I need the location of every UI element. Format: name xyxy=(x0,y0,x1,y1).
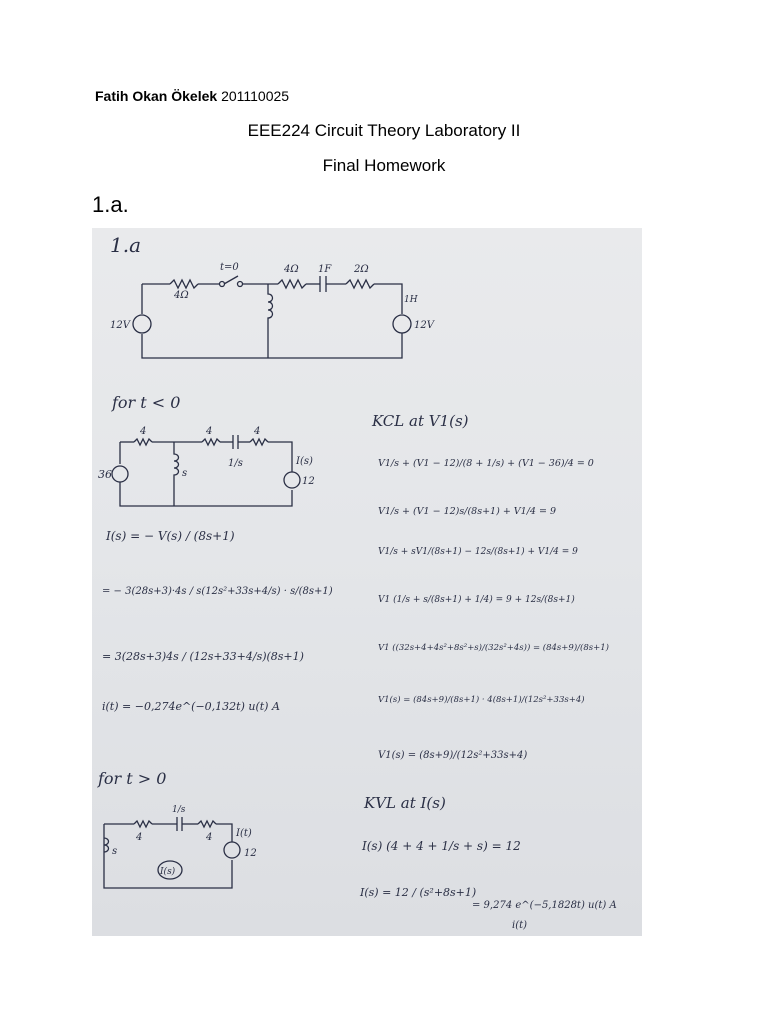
student-number: 201110025 xyxy=(221,88,290,104)
current-line-3: = 3(28s+3)4s / (12s+33+4/s)(8s+1) xyxy=(102,650,304,663)
author-mid: Okan xyxy=(132,88,168,104)
author-line xyxy=(95,88,289,104)
resistor-symbol xyxy=(170,280,198,288)
kcl-line-1: V1/s + (V1 − 12)/(8 + 1/s) + (V1 − 36)/4 = 0 xyxy=(378,458,594,469)
kcl-line-2: V1/s + (V1 − 12)s/(8s+1) + V1/4 = 9 xyxy=(378,506,556,517)
circuit-3 xyxy=(104,805,257,888)
src-36-label: 36 xyxy=(98,468,112,481)
current-line-1: I(s) = − V(s) / (8s+1) xyxy=(106,529,235,543)
resistor-symbol xyxy=(198,821,216,827)
c3-loop-label: I(s) xyxy=(160,867,176,877)
kcl-line-4: V1 (1/s + s/(8s+1) + 1/4) = 9 + 12s/(8s+1) xyxy=(378,595,575,605)
course-title: EEE224 Circuit Theory Laboratory II xyxy=(247,121,521,140)
resistor-symbol xyxy=(346,280,374,288)
cap-label: 1F xyxy=(318,264,332,275)
current-derivation xyxy=(102,529,333,713)
voltage-source-symbol xyxy=(393,315,411,333)
c3-r-label: 4 xyxy=(136,832,143,843)
final-rhs: = 9,274 e^(−5,1828t) u(t) A xyxy=(472,900,617,911)
inductor-symbol xyxy=(268,284,273,358)
switch-label: t=0 xyxy=(220,262,239,273)
current-source-symbol xyxy=(112,466,128,482)
kcl-line-3: V1/s + sV1/(8s+1) − 12s/(8s+1) + V1/4 = 9 xyxy=(378,547,578,557)
case-1-heading: for t < 0 xyxy=(112,393,181,412)
kvl-title: KVL at I(s) xyxy=(364,794,446,812)
i-s-label: I(s) xyxy=(296,456,313,467)
circuit-2 xyxy=(98,426,315,506)
c3-r2-label: 4 xyxy=(206,832,213,843)
r1-label: 4Ω xyxy=(174,290,189,301)
author-first: Fatih xyxy=(95,88,129,104)
circuit-1 xyxy=(110,262,436,358)
c3-ind-label: s xyxy=(112,846,118,857)
r-4c-label: 4 xyxy=(254,426,261,437)
kcl-line-6: V1(s) = (84s+9)/(8s+1) · 4(8s+1)/(12s²+33s+4) xyxy=(378,695,585,705)
c3-cap-label: 1/s xyxy=(172,805,186,815)
cap-1s-label: 1/s xyxy=(228,458,243,469)
capacitor-symbol xyxy=(233,435,238,449)
r-top-label: 4Ω xyxy=(284,264,299,275)
voltage-source-symbol xyxy=(284,472,300,488)
handwritten-solution-photo xyxy=(92,228,642,936)
c3-src-label: 12 xyxy=(244,848,257,859)
kvl-line: I(s) (4 + 4 + 1/s + s) = 12 xyxy=(362,839,521,853)
inductor-symbol xyxy=(174,442,179,506)
kcl-derivation xyxy=(371,412,609,761)
resistor-symbol xyxy=(134,439,152,445)
capacitor-symbol xyxy=(320,276,326,292)
current-line-4: i(t) = −0,274e^(−0,132t) u(t) A xyxy=(102,700,280,713)
voltage-source-symbol xyxy=(133,315,151,333)
r2-label: 2Ω xyxy=(354,264,369,275)
c3-cur-label: I(t) xyxy=(236,828,252,839)
kcl-line-5: V1 ((32s+4+4s²+8s²+s)/(32s²+4s)) = (84s+9)/(8s+1) xyxy=(378,643,609,653)
part-label: 1.a xyxy=(110,233,142,257)
inductor-symbol xyxy=(104,838,109,852)
r-4-label: 4 xyxy=(140,426,147,437)
ind-label: 1H xyxy=(404,295,418,305)
author-last: Ökelek xyxy=(171,88,218,104)
handwritten-notes-drawing xyxy=(92,228,642,936)
src-12-label: 12 xyxy=(302,476,315,487)
section-heading: 1.a. xyxy=(92,192,129,217)
src-right-label: 12V xyxy=(414,320,434,331)
kcl-title: KCL at V1(s) xyxy=(372,412,469,430)
final-under: i(t) xyxy=(512,920,528,931)
resistor-symbol xyxy=(250,439,268,445)
final-lhs: I(s) = 12 / (s²+8s+1) xyxy=(360,886,477,899)
homework-title: Final Homework xyxy=(322,156,446,175)
capacitor-symbol xyxy=(177,817,182,831)
kvl-derivation xyxy=(359,794,617,931)
src-left-label: 12V xyxy=(110,320,130,331)
resistor-symbol xyxy=(278,280,306,288)
resistor-symbol xyxy=(202,439,220,445)
case-2-heading: for t > 0 xyxy=(98,769,167,788)
switch-symbol xyxy=(224,276,238,284)
current-line-2: = − 3(28s+3)·4s / s(12s²+33s+4/s) · s/(8s+1) xyxy=(102,586,333,597)
kcl-line-7: V1(s) = (8s+9)/(12s²+33s+4) xyxy=(378,750,528,761)
ind-s-label: s xyxy=(182,468,188,479)
voltage-source-symbol xyxy=(224,842,240,858)
resistor-symbol xyxy=(134,821,152,827)
r-4b-label: 4 xyxy=(206,426,213,437)
